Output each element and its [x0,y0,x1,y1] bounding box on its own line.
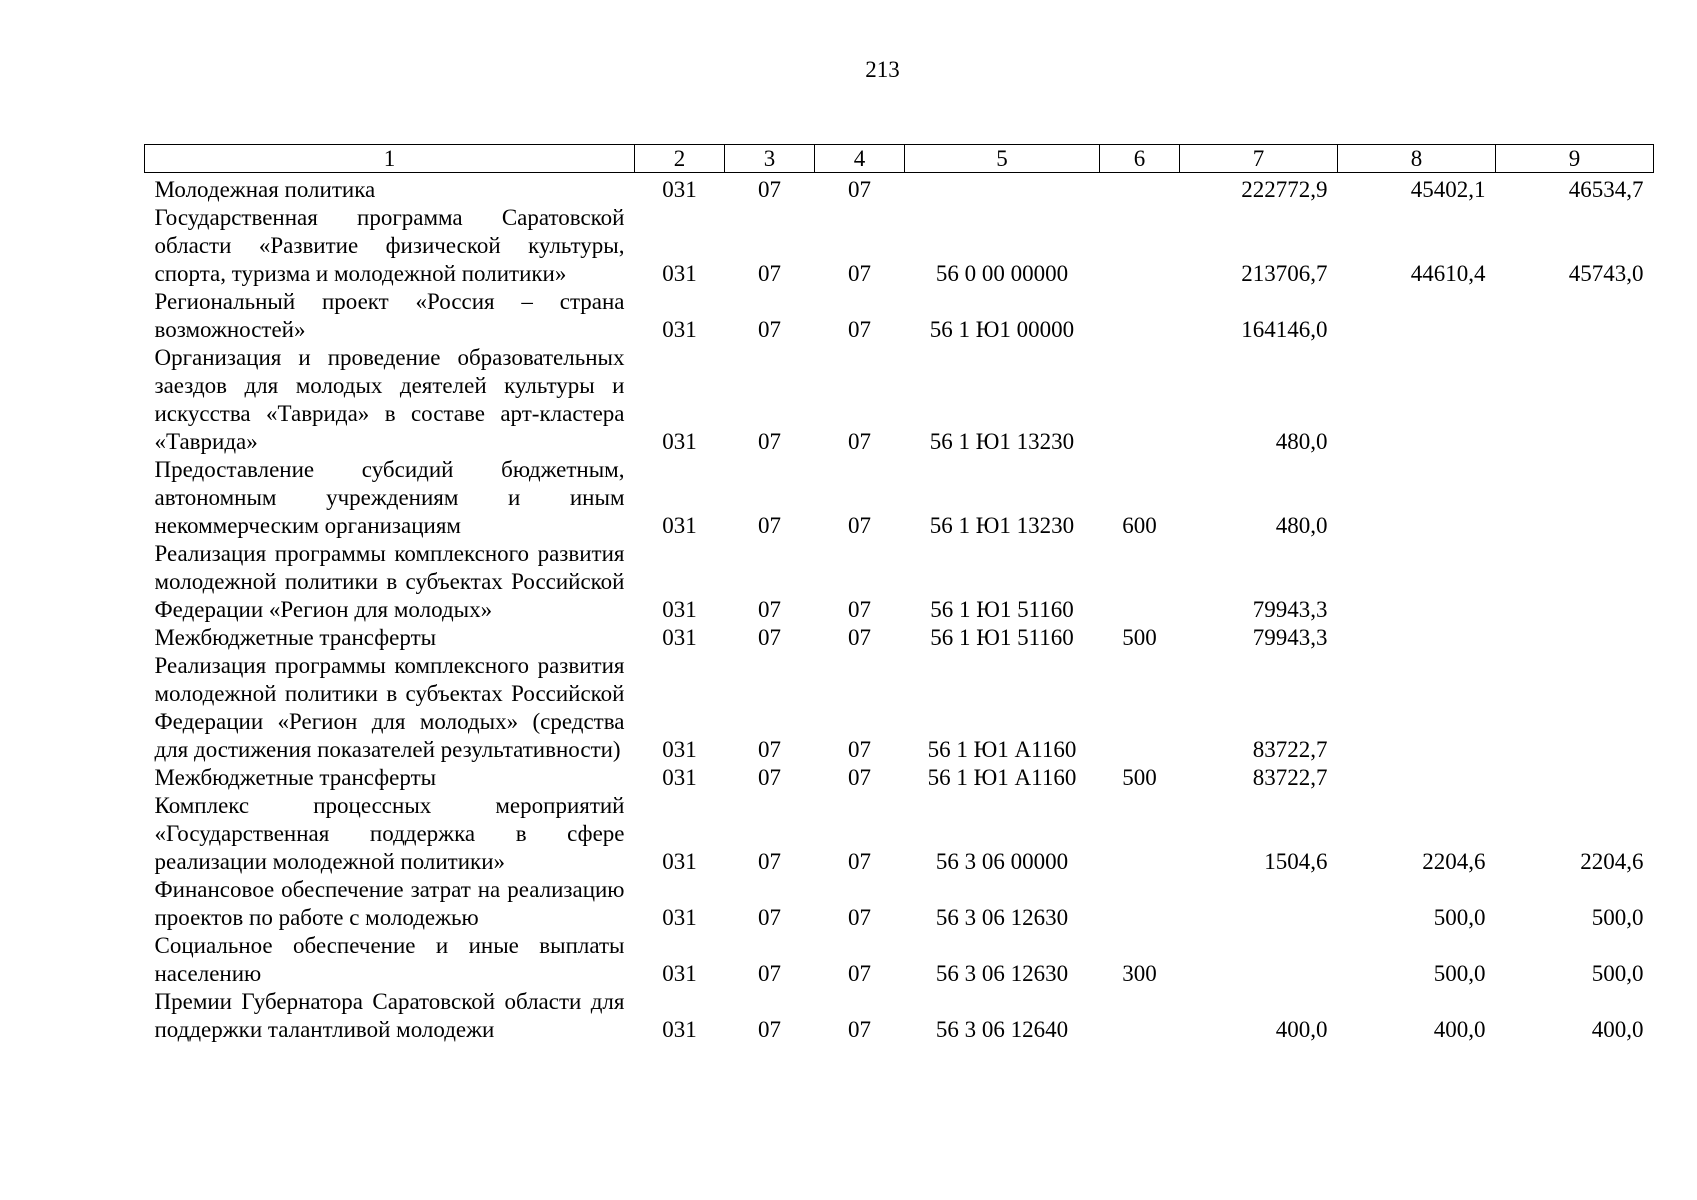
row-col-2: 031 [662,625,697,650]
row-amount-7: 83722,7 [1252,765,1328,790]
row-amount-7: 480,0 [1275,513,1328,538]
row-col-2: 031 [662,1017,697,1042]
row-target-code: 56 1 Ю1 51160 [930,597,1074,622]
row-amount-8 [1338,764,1496,792]
column-header-9: 9 [1496,145,1654,173]
row-target-code: 56 3 06 00000 [935,849,1069,874]
row-col-2: 031 [662,513,697,538]
row-col-4: 07 [848,513,871,538]
column-header-5: 5 [905,145,1100,173]
row-amount-9 [1496,624,1654,652]
row-col-3: 07 [758,849,781,874]
row-name: Организация и проведение образовательных заездов для молодых деятелей культуры и искусства «Таврида» в составе арт-кластера «Таврида» [154,345,625,454]
row-target-code: 56 3 06 12630 [935,905,1069,930]
row-expense-type: 500 [1122,765,1157,790]
row-amount-9 [1496,456,1654,540]
table-row [145,876,1654,932]
row-col-3: 07 [758,765,781,790]
row-expense-type [1100,988,1180,1044]
row-expense-type [1100,540,1180,624]
row-expense-type: 500 [1122,625,1157,650]
row-target-code: 56 1 Ю1 51160 [930,625,1074,650]
row-amount-9: 400,0 [1591,1017,1644,1042]
row-amount-9: 46534,7 [1568,177,1644,202]
column-header-7: 7 [1180,145,1338,173]
row-col-2: 031 [662,961,697,986]
row-amount-9 [1496,540,1654,624]
row-amount-7: 400,0 [1275,1017,1328,1042]
row-col-4: 07 [848,737,871,762]
row-expense-type [1100,173,1180,205]
row-name: Молодежная политика [154,177,376,202]
row-col-2: 031 [662,261,697,286]
row-expense-type [1100,792,1180,876]
table-row [145,652,1654,764]
row-amount-9: 2204,6 [1580,849,1644,874]
table-row [145,173,1654,205]
row-target-code: 56 3 06 12640 [935,1017,1069,1042]
row-amount-8: 500,0 [1433,905,1486,930]
row-target-code: 56 1 Ю1 13230 [929,513,1075,538]
row-amount-9 [1496,288,1654,344]
column-header-4: 4 [815,145,905,173]
row-col-2: 031 [662,597,697,622]
row-col-2: 031 [662,317,697,342]
row-col-4: 07 [848,849,871,874]
row-expense-type: 600 [1122,513,1157,538]
row-col-4: 07 [848,625,871,650]
row-amount-7: 83722,7 [1252,737,1328,762]
row-col-2: 031 [662,429,697,454]
row-amount-9: 500,0 [1591,905,1644,930]
column-header-6: 6 [1100,145,1180,173]
table-row [145,456,1654,540]
row-amount-8: 400,0 [1433,1017,1486,1042]
row-expense-type [1100,288,1180,344]
row-col-4: 07 [848,177,871,202]
row-col-3: 07 [758,625,781,650]
table-row [145,624,1654,652]
row-amount-7 [1180,876,1338,932]
row-col-4: 07 [848,765,871,790]
row-col-4: 07 [848,317,871,342]
row-col-4: 07 [848,1017,871,1042]
row-target-code: 56 1 Ю1 А1160 [927,765,1077,790]
row-col-4: 07 [848,597,871,622]
row-amount-8 [1338,456,1496,540]
row-amount-8: 44610,4 [1410,261,1486,286]
row-target-code: 56 1 Ю1 00000 [929,317,1075,342]
row-amount-9 [1496,652,1654,764]
column-header-2: 2 [635,145,725,173]
row-name: Предоставление субсидий бюджетным, автономным учреждениям и иным некоммерческим организациям [154,457,625,538]
row-amount-8 [1338,288,1496,344]
row-amount-7: 1504,6 [1264,849,1328,874]
row-name: Финансовое обеспечение затрат на реализацию проектов по работе с молодежью [154,877,625,930]
row-name: Межбюджетные трансферты [154,765,437,790]
row-col-2: 031 [662,849,697,874]
row-amount-7: 222772,9 [1241,177,1328,202]
row-col-2: 031 [662,737,697,762]
row-col-4: 07 [848,429,871,454]
row-name: Премии Губернатора Саратовской области для поддержки талантливой молодежи [154,989,625,1042]
row-amount-8 [1338,344,1496,456]
row-col-2: 031 [662,905,697,930]
header-row [145,145,1654,173]
row-expense-type: 300 [1122,961,1157,986]
table-row [145,344,1654,456]
row-amount-7: 213706,7 [1241,261,1328,286]
row-col-3: 07 [758,429,781,454]
row-amount-9 [1496,764,1654,792]
row-amount-8: 500,0 [1433,961,1486,986]
budget-table [144,144,1654,1044]
row-amount-9: 500,0 [1591,961,1644,986]
row-col-3: 07 [758,737,781,762]
row-amount-7: 164146,0 [1241,317,1328,342]
row-name: Реализация программы комплексного развития молодежной политики в субъектах Российской Федерации «Регион для молодых» [154,541,625,622]
row-name: Региональный проект «Россия – страна возможностей» [154,289,625,342]
row-target-code: 56 1 Ю1 13230 [929,429,1075,454]
row-col-2: 031 [662,177,697,202]
row-target-code: 56 0 00 00000 [935,261,1069,286]
row-col-4: 07 [848,261,871,286]
page-number: 213 [865,57,900,82]
row-col-3: 07 [758,905,781,930]
row-amount-8 [1338,624,1496,652]
row-target-code: 56 3 06 12630 [935,961,1069,986]
row-amount-7: 79943,3 [1252,597,1328,622]
row-amount-8 [1338,652,1496,764]
row-expense-type [1100,652,1180,764]
row-col-3: 07 [758,1017,781,1042]
row-amount-7: 480,0 [1275,429,1328,454]
row-amount-8: 45402,1 [1410,177,1486,202]
column-header-8: 8 [1338,145,1496,173]
table-row [145,540,1654,624]
row-amount-7: 79943,3 [1252,625,1328,650]
row-name: Межбюджетные трансферты [154,625,437,650]
row-name: Реализация программы комплексного развития молодежной политики в субъектах Российской Федерации «Регион для молодых» (средства для достижения показателей результативности) [154,653,625,762]
row-amount-8: 2204,6 [1422,849,1486,874]
row-col-3: 07 [758,261,781,286]
row-target-code: 56 1 Ю1 А1160 [927,737,1077,762]
row-expense-type [1100,204,1180,288]
table-body [145,173,1654,1045]
column-header-3: 3 [725,145,815,173]
table-row [145,764,1654,792]
row-amount-7 [1180,932,1338,988]
row-expense-type [1100,344,1180,456]
row-amount-9: 45743,0 [1568,261,1644,286]
row-name: Социальное обеспечение и иные выплаты населению [154,933,625,986]
row-amount-9 [1496,344,1654,456]
row-col-3: 07 [758,961,781,986]
row-target-code [905,173,1100,205]
table-row [145,932,1654,988]
row-col-3: 07 [758,177,781,202]
table-row [145,988,1654,1044]
row-col-3: 07 [758,317,781,342]
row-amount-8 [1338,540,1496,624]
row-col-4: 07 [848,961,871,986]
row-col-2: 031 [662,765,697,790]
row-expense-type [1100,876,1180,932]
row-col-3: 07 [758,513,781,538]
table-row [145,792,1654,876]
row-name: Комплекс процессных мероприятий «Государственная поддержка в сфере реализации молодежной политики» [154,793,625,874]
row-col-4: 07 [848,905,871,930]
table-row [145,204,1654,288]
column-header-1: 1 [145,145,635,173]
row-name: Государственная программа Саратовской области «Развитие физической культуры, спорта, туризма и молодежной политики» [154,205,625,286]
row-col-3: 07 [758,597,781,622]
table-header [145,145,1654,173]
table-row [145,288,1654,344]
